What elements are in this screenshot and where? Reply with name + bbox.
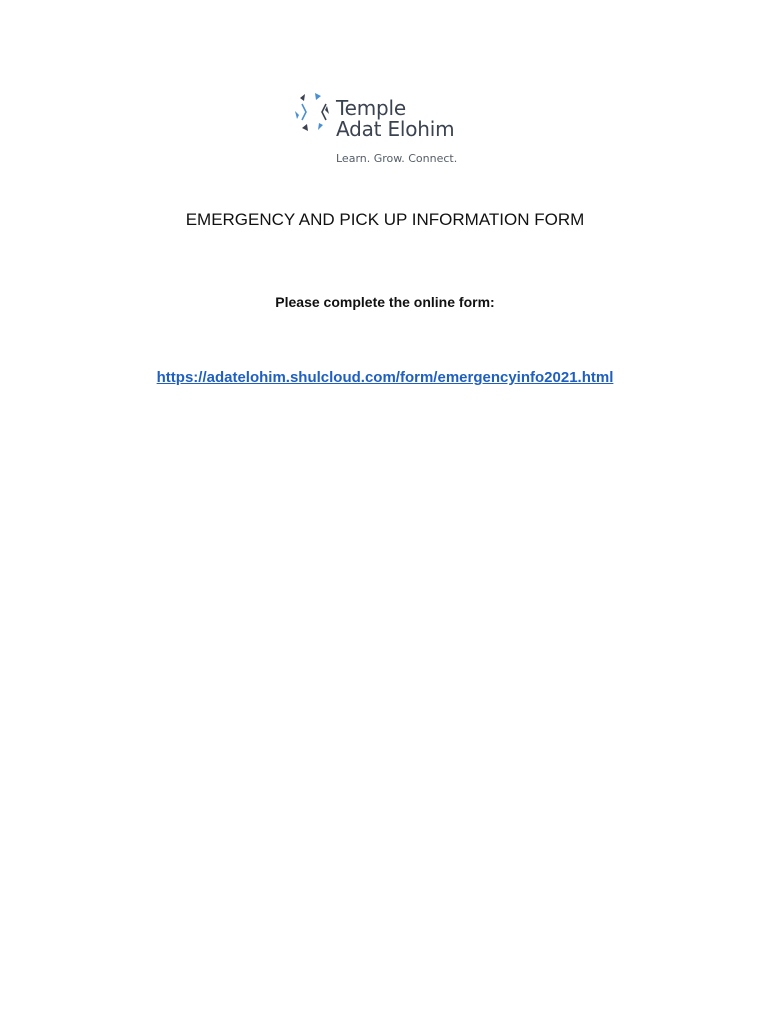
instruction-text: Please complete the online form: — [275, 294, 495, 310]
online-form-link[interactable]: https://adatelohim.shulcloud.com/form/emergencyinfo2021.html — [156, 369, 614, 386]
logo-name-line2: Adat Elohim — [336, 117, 455, 141]
logo-name — [336, 98, 454, 140]
temple-logo — [292, 90, 492, 172]
logo-name-line1: Temple — [336, 96, 406, 120]
star-of-david-logo-icon — [292, 90, 336, 136]
logo-tagline: Learn. Grow. Connect. — [336, 152, 458, 165]
form-title: EMERGENCY AND PICK UP INFORMATION FORM — [185, 210, 585, 229]
